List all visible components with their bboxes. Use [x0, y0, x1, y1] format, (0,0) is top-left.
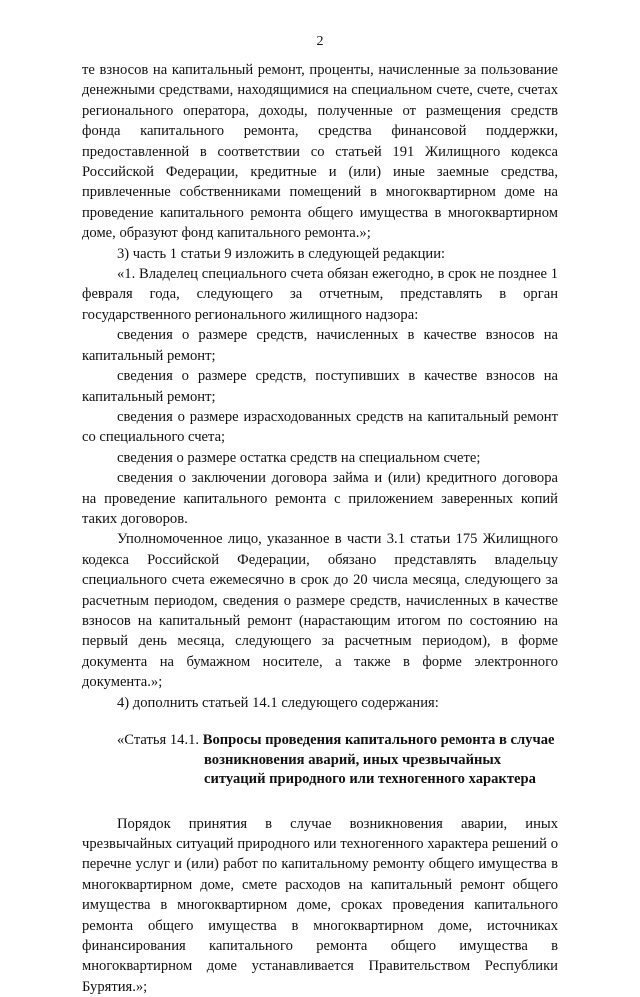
article-heading-line-3: ситуаций природного или техногенного характера [117, 770, 558, 790]
article-heading-line-2: возникновения аварий, иных чрезвычайных [117, 751, 558, 771]
paragraph-amendment-3: 3) часть 1 статьи 9 изложить в следующей редакции: [82, 244, 558, 264]
article-heading-prefix: «Статья 14.1. [117, 732, 203, 748]
list-item-accrued-funds: сведения о размере средств, начисленных в качестве взносов на капитальный ремонт; [82, 325, 558, 366]
document-body [82, 60, 558, 997]
article-heading-line-1: Вопросы проведения капитального ремонта в случае [203, 732, 555, 748]
article-heading [82, 731, 558, 790]
paragraph-article-14-1-body: Порядок принятия в случае возникновения аварии, иных чрезвычайных ситуаций природного или техногенного характера решений о перечне услуг и (или) работ по капитальному ремонту общего имущества в многоквартирном доме, смете расходов на капитальный ремонт общего имущества в многоквартирном доме, сроках проведения капитального ремонта общего имущества в многоквартирном доме, источниках финансирования капитального ремонта общего имущества в многоквартирном доме устанавливается Правительством Республики Бурятия.»; [82, 814, 558, 997]
list-item-received-funds: сведения о размере средств, поступивших в качестве взносов на капитальный ремонт; [82, 366, 558, 407]
paragraph-continuation: те взносов на капитальный ремонт, проценты, начисленные за пользование денежными средствами, находящимися на специальном счете, счете, счетах регионального оператора, доходы, полученные от размещения средств фонда капитального ремонта, средства финансовой поддержки, предоставленной в соответствии со статьей 191 Жилищного кодекса Российской Федерации, кредитные и (или) иные заемные средства, привлеченные собственниками помещений в многоквартирном доме на проведение капитального ремонта общего имущества в многоквартирном доме, образуют фонд капитального ремонта.»; [82, 60, 558, 244]
paragraph-part-1: «1. Владелец специального счета обязан ежегодно, в срок не позднее 1 февраля года, следующего за отчетным, представлять в орган государственного регионального жилищного надзора: [82, 264, 558, 325]
list-item-loan-agreement: сведения о заключении договора займа и (или) кредитного договора на проведение капитального ремонта с приложением заверенных копий таких договоров. [82, 468, 558, 529]
paragraph-amendment-4: 4) дополнить статьей 14.1 следующего содержания: [82, 693, 558, 713]
page-number: 2 [0, 34, 640, 50]
paragraph-authorized-person: Уполномоченное лицо, указанное в части 3.1 статьи 175 Жилищного кодекса Российской Федерации, обязано представлять владельцу специального счета ежемесячно в срок до 20 числа месяца, следующего за расчетным периодом, сведения о размере средств, начисленных в качестве взносов на капитальный ремонт (нарастающим итогом по состоянию на первый день месяца, следующего за расчетным периодом), в форме документа на бумажном носителе, а также в форме электронного документа.»; [82, 529, 558, 692]
list-item-balance: сведения о размере остатка средств на специальном счете; [82, 448, 558, 468]
list-item-spent-funds: сведения о размере израсходованных средств на капитальный ремонт со специального счета; [82, 407, 558, 448]
